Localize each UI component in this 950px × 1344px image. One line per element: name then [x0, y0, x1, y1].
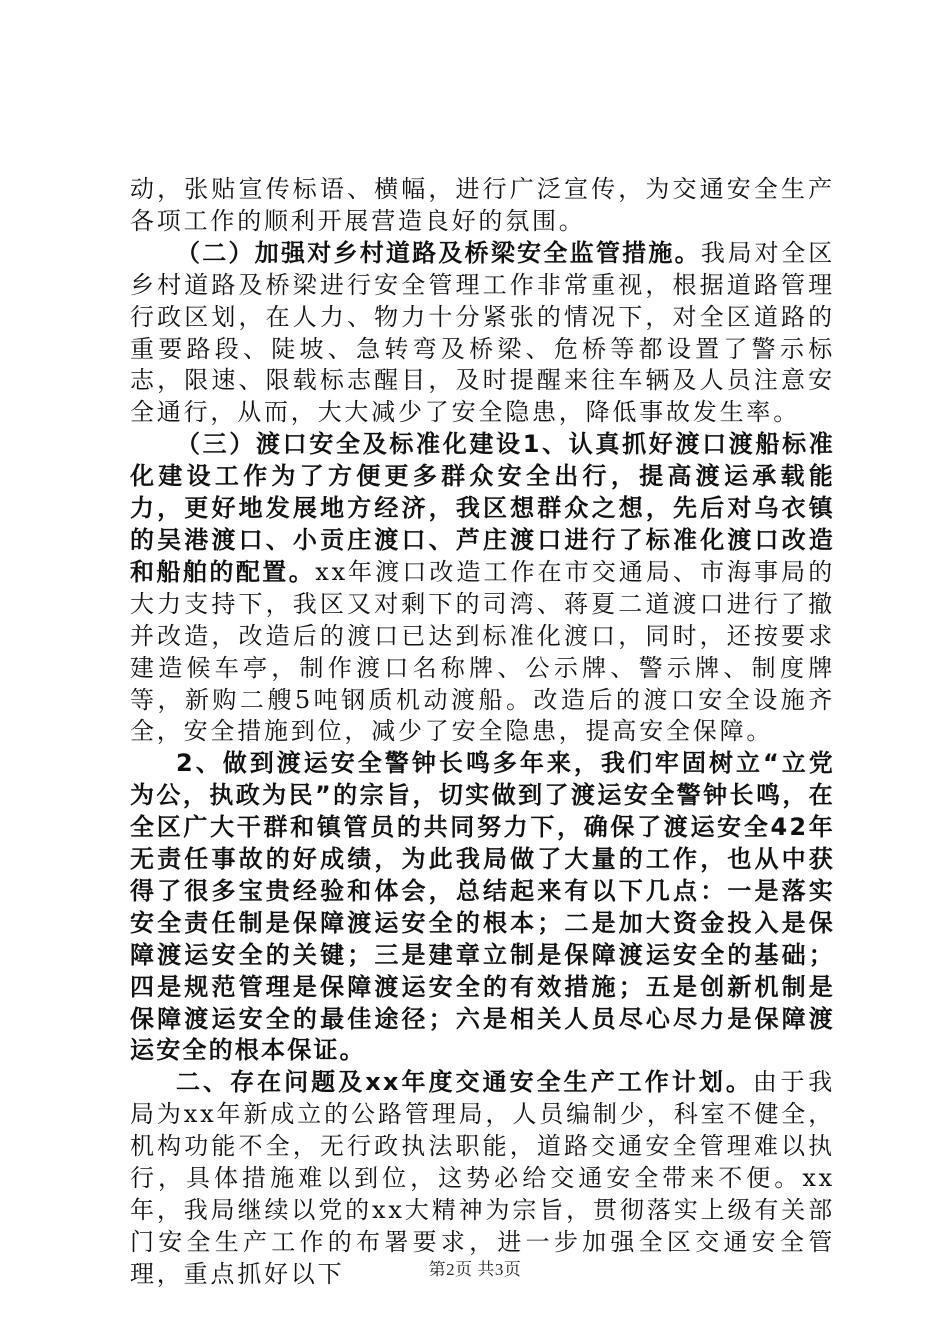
paragraph-1-text: 动，张贴宣传标语、横幅，进行广泛宣传，为交通安全生产各项工作的顺利开展营造良好的氛围。: [130, 175, 835, 235]
paragraph-3-heading: （三）渡口安全及标准化建设1、认真抓好渡口渡船标准化建设工作为了方便更多群众安全出行，提高渡运承载能力，更好地发展地方经济，我区想群众之想，先后对乌衣镇的吴港渡口、小贡庄渡口、芦庄渡口进行了标准化渡口改造和船舶的配置。: [130, 430, 835, 586]
paragraph-4: [130, 748, 835, 1067]
paragraph-2: [130, 238, 835, 429]
paragraph-5-heading: 二、存在问题及xx年度交通安全生产工作计划。: [176, 1068, 753, 1097]
paragraph-3: [130, 429, 835, 748]
paragraph-4-heading: 2、做到渡运安全警钟长鸣多年来，我们牢固树立“立党为公，执政为民”的宗旨，切实做到了渡运安全警钟长鸣，在全区广大干群和镇管员的共同努力下，确保了渡运安全42年无责任事故的好成绩，为此我局做了大量的工作，也从中获得了很多宝贵经验和体会，总结起来有以下几点：一是落实安全责任制是保障渡运安全的根本；二是加大资金投入是保障渡运安全的关键；三是建章立制是保障渡运安全的基础；四是规范管理是保障渡运安全的有效措施；五是创新机制是保障渡运安全的最佳途径；六是相关人员尽心尽力是保障渡运安全的根本保证。: [130, 749, 835, 1065]
paragraph-5-text: 由于我局为xx年新成立的公路管理局，人员编制少，科室不健全，机构功能不全，无行政执法职能，道路交通安全管理难以执行，具体措施难以到位，这势必给交通安全带来不便。xx年，我局继续以党的xx大精神为宗旨，贯彻落实上级有关部门安全生产工作的布署要求，进一步加强全区交通安全管理，重点抓好以下: [130, 1068, 835, 1288]
page-number-label: 第2页 共3页: [428, 1260, 522, 1279]
paragraph-2-heading: （二）加强对乡村道路及桥梁安全监管措施。: [176, 238, 701, 267]
document-body: [130, 174, 835, 1291]
page-footer: [0, 1255, 950, 1280]
paragraph-1: [130, 174, 835, 238]
paragraph-2-text: 我局对全区乡村道路及桥梁进行安全管理工作非常重视，根据道路管理行政区划，在人力、物力十分紧张的情况下，对全区道路的重要路段、陡坡、急转弯及桥梁、危桥等都设置了警示标志，限速、限载标志醒目，及时提醒来往车辆及人员注意安全通行，从而，大大减少了安全隐患，降低事故发生率。: [130, 238, 836, 427]
paragraph-3-text: xx年渡口改造工作在市交通局、市海事局的大力支持下，我区又对剩下的司湾、蒋夏二道渡口进行了撤并改造，改造后的渡口已达到标准化渡口，同时，还按要求建造候车亭，制作渡口名称牌、公示牌、警示牌、制度牌等，新购二艘5吨钢质机动渡船。改造后的渡口安全设施齐全，安全措施到位，减少了安全隐患，提高安全保障。: [130, 557, 835, 746]
